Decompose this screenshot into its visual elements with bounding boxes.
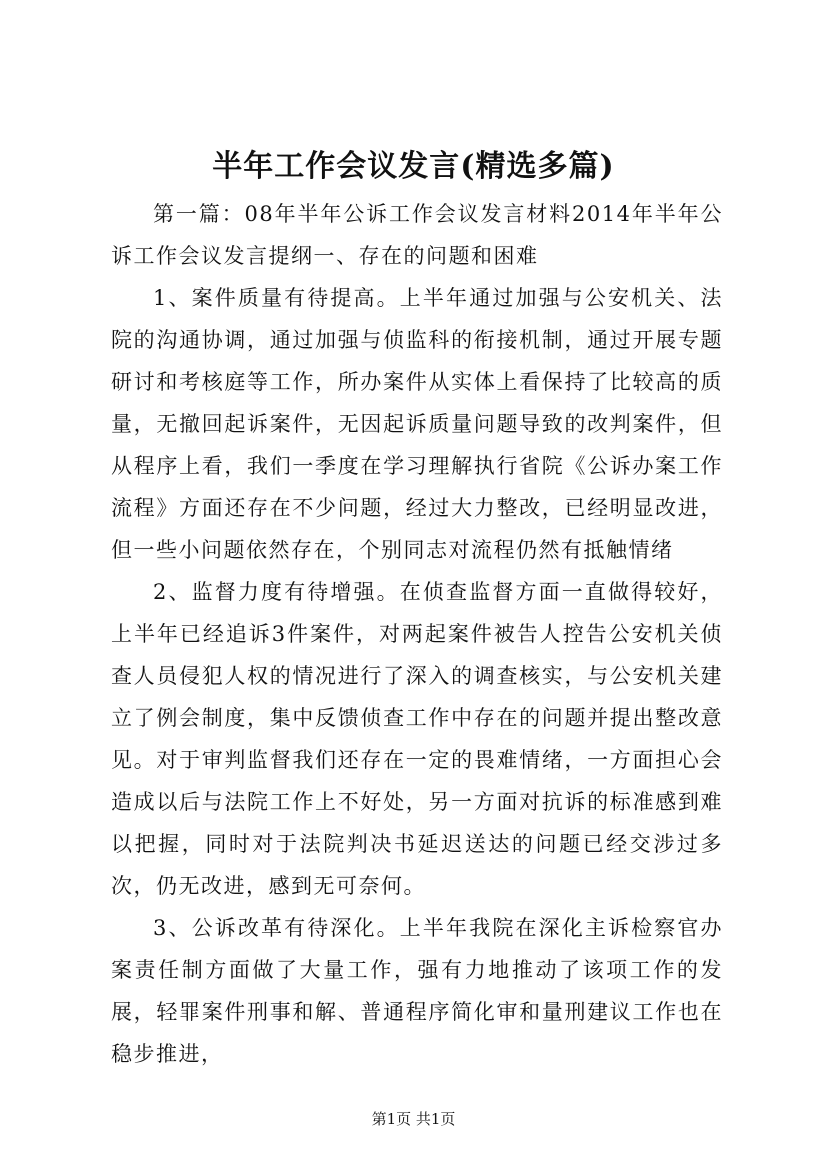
document-body bbox=[111, 193, 723, 1075]
page-footer: 第1页 共1页 bbox=[371, 1110, 456, 1128]
document-title: 半年工作会议发言(精选多篇) bbox=[212, 149, 615, 184]
paragraph: 第一篇：08年半年公诉工作会议发言材料2014年半年公诉工作会议发言提纲一、存在的问题和困难 bbox=[111, 202, 723, 268]
paragraph: 3、公诉改革有待深化。上半年我院在深化主诉检察官办案责任制方面做了大量工作，强有力地推动了该项工作的发展，轻罪案件刑事和解、普通程序简化审和量刑建议工作也在稳步推进， bbox=[111, 916, 723, 1066]
paragraph: 1、案件质量有待提高。上半年通过加强与公安机关、法院的沟通协调，通过加强与侦监科的衔接机制，通过开展专题研讨和考核庭等工作，所办案件从实体上看保持了比较高的质量，无撤回起诉案件，无因起诉质量问题导致的改判案件，但从程序上看，我们一季度在学习理解执行省院《公诉办案工作流程》方面还存在不少问题，经过大力整改，已经明显改进，但一些小问题依然存在，个别同志对流程仍然有抵触情绪 bbox=[111, 286, 723, 562]
paragraph: 2、监督力度有待增强。在侦查监督方面一直做得较好，上半年已经追诉3件案件，对两起案件被告人控告公安机关侦查人员侵犯人权的情况进行了深入的调查核实，与公安机关建立了例会制度，集中反馈侦查工作中存在的问题并提出整改意见。对于审判监督我们还存在一定的畏难情绪，一方面担心会造成以后与法院工作上不好处，另一方面对抗诉的标准感到难以把握，同时对于法院判决书延迟送达的问题已经交涉过多次，仍无改进，感到无可奈何。 bbox=[111, 580, 723, 898]
